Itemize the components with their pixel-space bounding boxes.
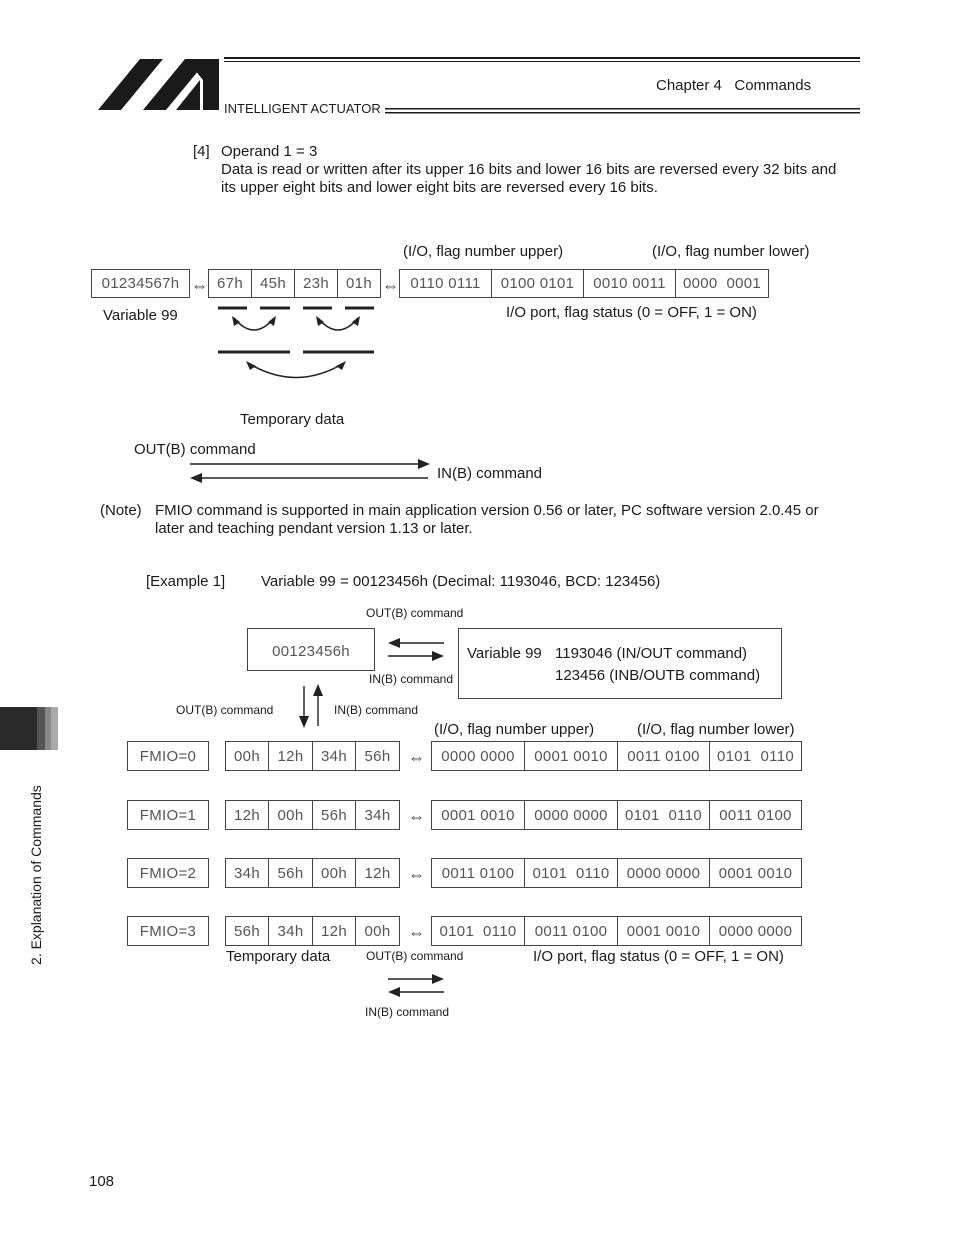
- variable-box-name: Variable 99: [467, 645, 542, 662]
- fmio-cell: FMIO=0: [127, 741, 209, 771]
- io-cell: 0100 0101: [491, 269, 584, 298]
- temp-cell: 56h: [225, 916, 269, 946]
- example-text: Variable 99 = 00123456h (Decimal: 1193046, BCD: 123456): [261, 573, 661, 590]
- swap-icon: ⇔: [408, 865, 425, 884]
- io-cell: 0110 0111: [399, 269, 492, 298]
- io-cell: 0011 0100: [524, 916, 618, 946]
- swap-icon: ⇔: [191, 276, 208, 295]
- value-box: 00123456h: [247, 628, 375, 671]
- io-cell: 0001 0010: [431, 800, 525, 830]
- io-cell: 0000 0000: [431, 741, 525, 771]
- temp-cell: 56h: [355, 741, 400, 771]
- temp-cell: 12h: [355, 858, 400, 888]
- variable-box: [458, 628, 782, 699]
- in-command-label: IN(B) command: [437, 465, 543, 482]
- io-cell: 0001 0010: [617, 916, 710, 946]
- swap-icon: ⇔: [382, 276, 399, 295]
- temporary-data-label: Temporary data: [240, 411, 345, 428]
- io-cell: 0101 0110: [524, 858, 618, 888]
- io-cell: 0101 0110: [709, 741, 802, 771]
- note-line-2: later and teaching pendant version 1.13 or later.: [155, 520, 473, 537]
- io-cell: 0011 0100: [617, 741, 710, 771]
- side-tab-label: 2. Explanation of Commands: [28, 785, 44, 965]
- temp-cell: 45h: [251, 269, 295, 298]
- io-cell: 0010 0011: [583, 269, 676, 298]
- temporary-data-label-2: Temporary data: [226, 948, 331, 965]
- out-command-bottom: OUT(B) command: [366, 949, 464, 963]
- temp-cell: 12h: [268, 741, 313, 771]
- fmio-cell: FMIO=2: [127, 858, 209, 888]
- io-cell: 0101 0110: [431, 916, 525, 946]
- label-io-upper: (I/O, flag number upper): [403, 243, 564, 260]
- temp-cell: 34h: [355, 800, 400, 830]
- temp-cell: 56h: [312, 800, 356, 830]
- section-number: [4]: [193, 143, 210, 160]
- label-io-lower: (I/O, flag number lower): [652, 243, 810, 260]
- variable-value-cell: 01234567h: [91, 269, 190, 298]
- temp-cell: 12h: [225, 800, 269, 830]
- swap-icon: ⇔: [408, 807, 425, 826]
- temp-cell: 34h: [225, 858, 269, 888]
- io-status-label-2: I/O port, flag status (0 = OFF, 1 = ON): [533, 948, 784, 965]
- temp-cell: 34h: [312, 741, 356, 771]
- temp-cell: 12h: [312, 916, 356, 946]
- io-cell: 0000 0001: [675, 269, 769, 298]
- temp-cell: 34h: [268, 916, 313, 946]
- in-command-right: IN(B) command: [334, 703, 419, 717]
- io-cell: 0011 0100: [709, 800, 802, 830]
- chapter-title: Chapter 4 Commands: [656, 77, 812, 94]
- in-command-mid: IN(B) command: [369, 672, 454, 686]
- temp-cell: 00h: [225, 741, 269, 771]
- page-number: 108: [89, 1173, 115, 1190]
- out-command-top: OUT(B) command: [366, 606, 464, 620]
- section-line-1: Data is read or written after its upper 16 bits and lower 16 bits are reversed every 32 bits and: [221, 161, 837, 178]
- io-cell: 0000 0000: [524, 800, 618, 830]
- temp-cell: 56h: [268, 858, 313, 888]
- fmio-cell: FMIO=1: [127, 800, 209, 830]
- label-io-upper-2: (I/O, flag number upper): [434, 721, 595, 738]
- variable-box-line-1: 1193046 (IN/OUT command): [555, 645, 748, 662]
- io-cell: 0001 0010: [524, 741, 618, 771]
- swap-icon: ⇔: [408, 923, 425, 942]
- temp-cell: 00h: [355, 916, 400, 946]
- swap-icon: ⇔: [408, 748, 425, 767]
- example-label: [Example 1]: [146, 573, 226, 590]
- io-cell: 0000 0000: [617, 858, 710, 888]
- temp-cell: 00h: [312, 858, 356, 888]
- io-cell: 0101 0110: [617, 800, 710, 830]
- section-line-2: its upper eight bits and lower eight bits are reversed every 16 bits.: [221, 179, 658, 196]
- out-command-left: OUT(B) command: [176, 703, 274, 717]
- label-io-lower-2: (I/O, flag number lower): [637, 721, 795, 738]
- note-label: (Note): [100, 502, 142, 519]
- temp-cell: 67h: [208, 269, 252, 298]
- side-tab-marker: [0, 707, 37, 750]
- variable-box-line-2: 123456 (INB/OUTB command): [555, 667, 761, 684]
- note-line-1: FMIO command is supported in main application version 0.56 or later, PC software version 2.0.45 or: [155, 502, 819, 519]
- variable-label: Variable 99: [103, 307, 178, 324]
- out-command-label: OUT(B) command: [134, 441, 256, 458]
- fmio-cell: FMIO=3: [127, 916, 209, 946]
- io-cell: 0001 0010: [709, 858, 802, 888]
- in-command-bottom: IN(B) command: [365, 1005, 450, 1019]
- temp-cell: 00h: [268, 800, 313, 830]
- company-name: INTELLIGENT ACTUATOR: [224, 101, 381, 116]
- section-title: Operand 1 = 3: [221, 143, 318, 160]
- temp-cell: 23h: [294, 269, 338, 298]
- io-cell: 0000 0000: [709, 916, 802, 946]
- temp-cell: 01h: [337, 269, 381, 298]
- io-cell: 0011 0100: [431, 858, 525, 888]
- io-status-label: I/O port, flag status (0 = OFF, 1 = ON): [506, 304, 757, 321]
- iai-logo: [98, 59, 219, 110]
